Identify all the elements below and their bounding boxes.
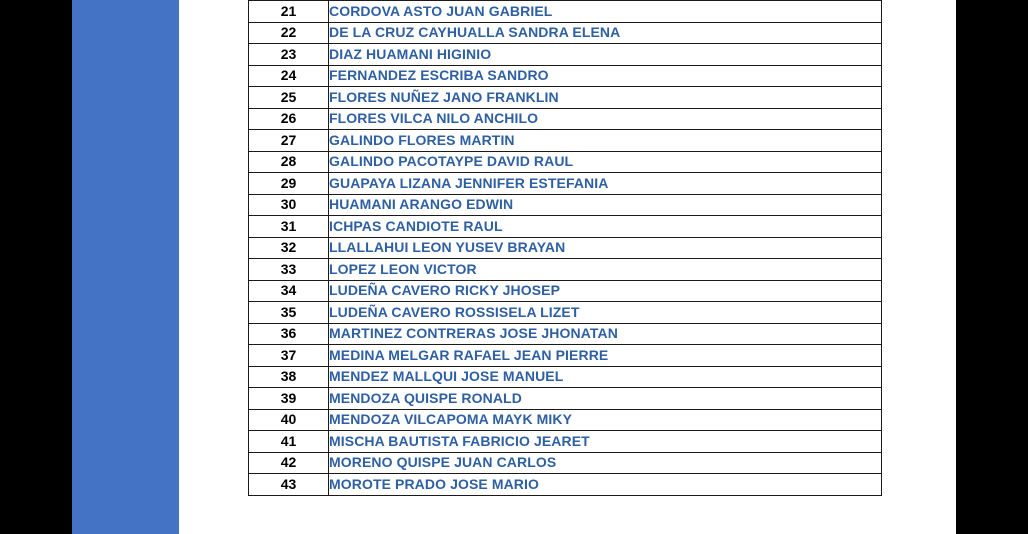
table-row [249,108,882,130]
document-page [72,0,956,534]
student-name-cell: MORENO QUISPE JUAN CARLOS [329,452,882,474]
student-roster-table [248,0,882,496]
row-number-cell: 26 [249,108,329,130]
student-name-cell: LLALLAHUI LEON YUSEV BRAYAN [329,237,882,259]
table-row [249,323,882,345]
row-number-cell: 43 [249,474,329,496]
student-name-cell: CORDOVA ASTO JUAN GABRIEL [329,1,882,23]
row-number-cell: 24 [249,65,329,87]
table-row [249,431,882,453]
roster-body [249,1,882,496]
student-name-cell: LUDEÑA CAVERO RICKY JHOSEP [329,280,882,302]
row-number-cell: 23 [249,44,329,66]
table-row [249,280,882,302]
table-row [249,216,882,238]
row-number-cell: 36 [249,323,329,345]
table-row [249,22,882,44]
student-name-cell: MOROTE PRADO JOSE MARIO [329,474,882,496]
student-name-cell: MENDOZA QUISPE RONALD [329,388,882,410]
student-name-cell: MENDOZA VILCAPOMA MAYK MIKY [329,409,882,431]
student-name-cell: MENDEZ MALLQUI JOSE MANUEL [329,366,882,388]
student-name-cell: FLORES NUÑEZ JANO FRANKLIN [329,87,882,109]
student-name-cell: MARTINEZ CONTRERAS JOSE JHONATAN [329,323,882,345]
student-name-cell: GUAPAYA LIZANA JENNIFER ESTEFANIA [329,173,882,195]
table-row [249,130,882,152]
row-number-cell: 39 [249,388,329,410]
table-row [249,474,882,496]
row-number-cell: 28 [249,151,329,173]
table-row [249,452,882,474]
row-number-cell: 38 [249,366,329,388]
row-number-cell: 21 [249,1,329,23]
student-name-cell: ICHPAS CANDIOTE RAUL [329,216,882,238]
table-row [249,259,882,281]
row-number-cell: 30 [249,194,329,216]
table-row [249,237,882,259]
student-name-cell: HUAMANI ARANGO EDWIN [329,194,882,216]
student-name-cell: FERNANDEZ ESCRIBA SANDRO [329,65,882,87]
row-number-cell: 33 [249,259,329,281]
row-number-cell: 29 [249,173,329,195]
row-number-cell: 31 [249,216,329,238]
row-number-cell: 42 [249,452,329,474]
student-name-cell: LUDEÑA CAVERO ROSSISELA LIZET [329,302,882,324]
table-row [249,151,882,173]
student-name-cell: MEDINA MELGAR RAFAEL JEAN PIERRE [329,345,882,367]
row-number-cell: 41 [249,431,329,453]
student-name-cell: MISCHA BAUTISTA FABRICIO JEARET [329,431,882,453]
table-row [249,345,882,367]
table-row [249,173,882,195]
student-name-cell: DE LA CRUZ CAYHUALLA SANDRA ELENA [329,22,882,44]
row-number-cell: 37 [249,345,329,367]
table-row [249,44,882,66]
table-row [249,87,882,109]
row-number-cell: 22 [249,22,329,44]
student-name-cell: GALINDO PACOTAYPE DAVID RAUL [329,151,882,173]
row-number-cell: 32 [249,237,329,259]
table-row [249,409,882,431]
table-row [249,194,882,216]
table-row [249,65,882,87]
student-name-cell: LOPEZ LEON VICTOR [329,259,882,281]
row-number-cell: 25 [249,87,329,109]
table-row [249,1,882,23]
row-number-cell: 27 [249,130,329,152]
row-number-cell: 35 [249,302,329,324]
student-name-cell: GALINDO FLORES MARTIN [329,130,882,152]
table-row [249,388,882,410]
student-name-cell: DIAZ HUAMANI HIGINIO [329,44,882,66]
row-number-cell: 34 [249,280,329,302]
row-number-cell: 40 [249,409,329,431]
table-row [249,302,882,324]
table-row [249,366,882,388]
student-name-cell: FLORES VILCA NILO ANCHILO [329,108,882,130]
sidebar-accent-band [72,0,179,534]
